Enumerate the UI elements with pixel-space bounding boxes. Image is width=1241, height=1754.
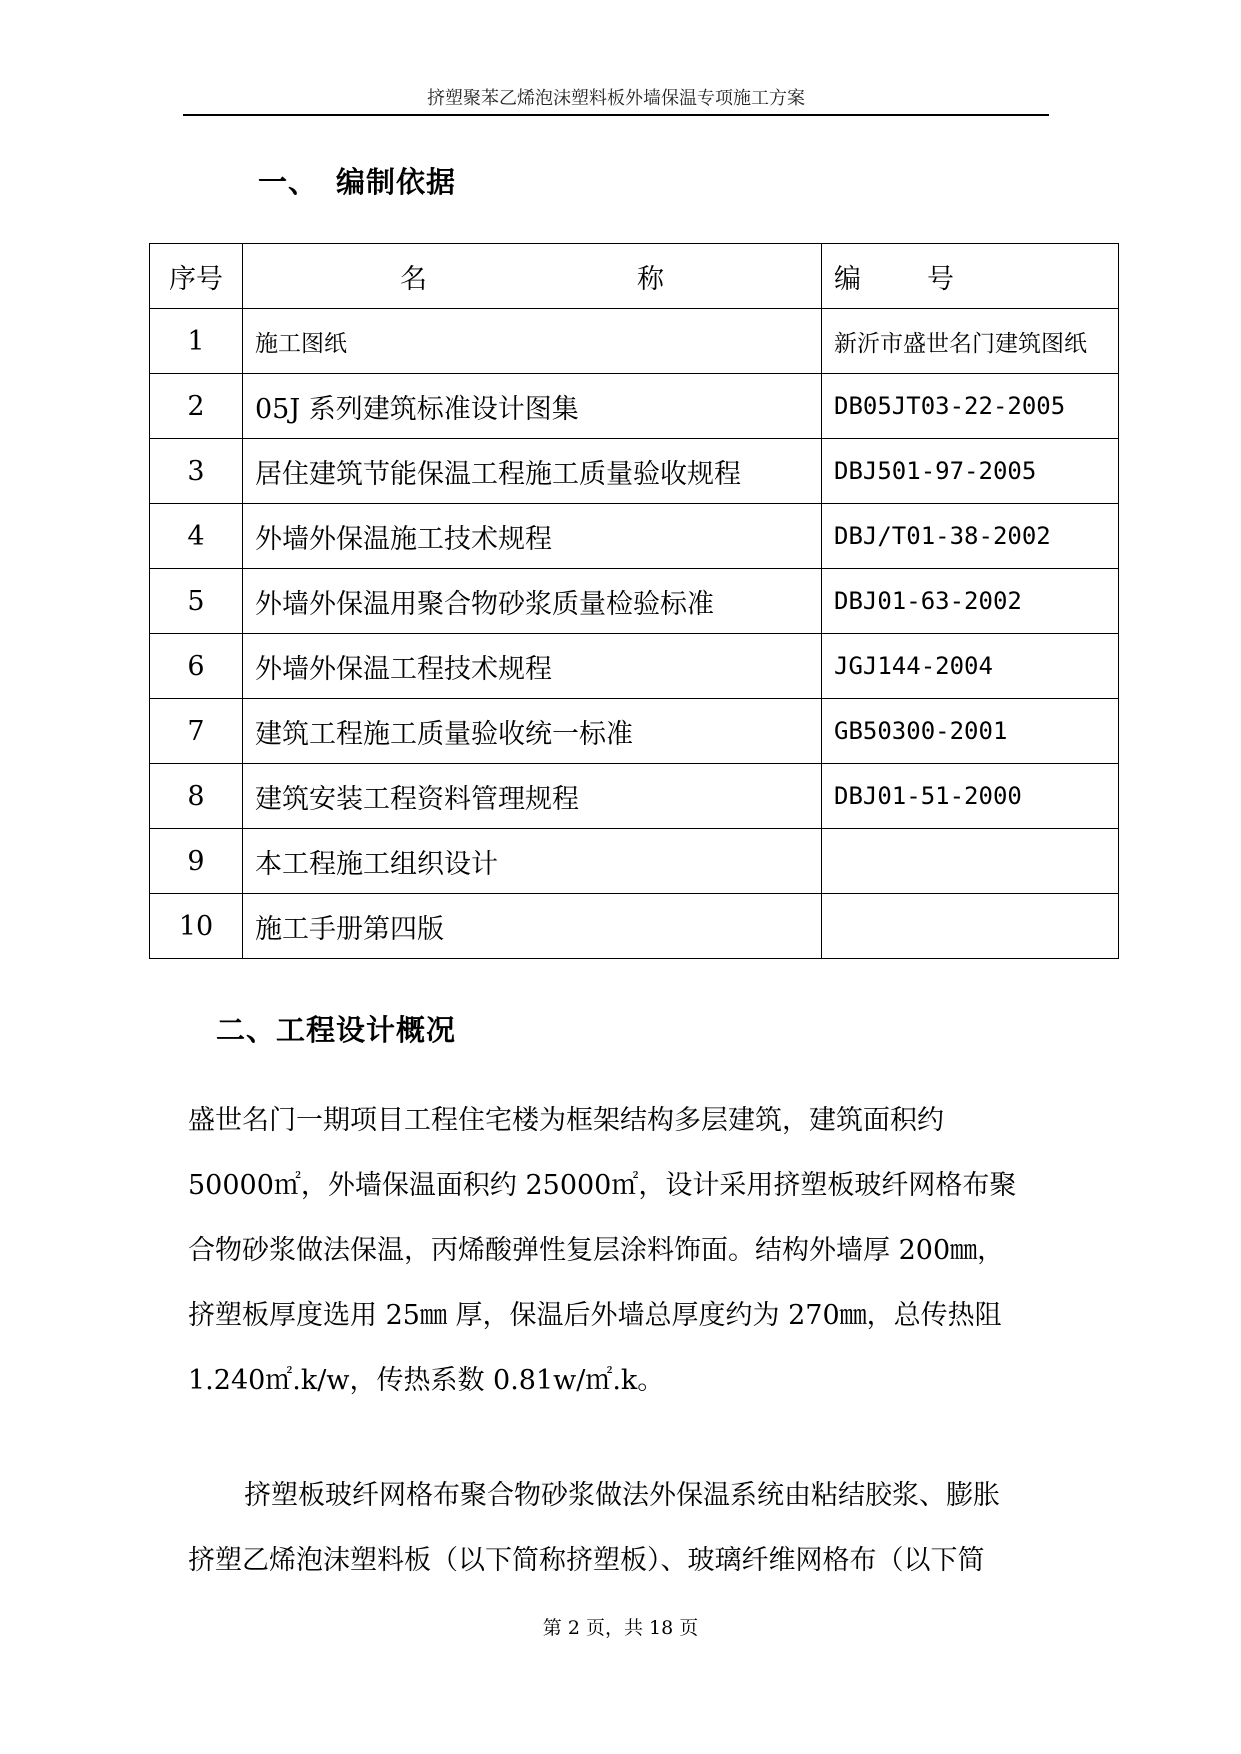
row-name: 建筑工程施工质量验收统一标准 (243, 699, 822, 764)
paragraph-overview (188, 1088, 1048, 1413)
row-index: 8 (150, 764, 243, 829)
row-index: 5 (150, 569, 243, 634)
header-index: 序号 (150, 244, 243, 309)
paragraph-line: 1.240㎡.k/w，传热系数 0.81w/㎡.k。 (188, 1365, 665, 1396)
row-name: 外墙外保温用聚合物砂浆质量检验标准 (243, 569, 822, 634)
row-name: 本工程施工组织设计 (243, 829, 822, 894)
table-row (150, 439, 1119, 504)
row-index: 6 (150, 634, 243, 699)
row-index: 4 (150, 504, 243, 569)
paragraph-line: 盛世名门一期项目工程住宅楼为框架结构多层建筑，建筑面积约 (188, 1105, 944, 1136)
table-row (150, 894, 1119, 959)
row-index: 7 (150, 699, 243, 764)
table-row (150, 569, 1119, 634)
table-row (150, 764, 1119, 829)
paragraph-line: 合物砂浆做法保温，丙烯酸弹性复层涂料饰面。结构外墙厚 200㎜， (188, 1235, 1005, 1266)
page-header (183, 84, 1049, 116)
reference-table (149, 243, 1119, 959)
row-name: 建筑安装工程资料管理规程 (243, 764, 822, 829)
row-index: 3 (150, 439, 243, 504)
section-heading-1 (258, 160, 456, 201)
paragraph-line: 50000㎡，外墙保温面积约 25000㎡，设计采用挤塑板玻纤网格布聚 (188, 1170, 1017, 1201)
section-title: 编制依据 (336, 165, 457, 199)
header-code-char2: 号 (927, 263, 954, 295)
header-code-char1: 编 (834, 263, 861, 295)
paragraph-system (188, 1463, 1048, 1593)
row-code: DBJ01-63-2002 (822, 569, 1119, 634)
section-number: 一、 (258, 165, 319, 199)
header-code (822, 244, 1119, 309)
table-row (150, 374, 1119, 439)
paragraph-line: 挤塑乙烯泡沫塑料板（以下简称挤塑板）、玻璃纤维网格布（以下简 (188, 1545, 985, 1576)
table-row (150, 829, 1119, 894)
table-row (150, 634, 1119, 699)
paragraph-line: 挤塑板厚度选用 25㎜ 厚，保温后外墙总厚度约为 270㎜，总传热阻 (188, 1300, 1002, 1331)
table-row (150, 504, 1119, 569)
row-code: DBJ501-97-2005 (822, 439, 1119, 504)
row-index: 10 (150, 894, 243, 959)
row-index: 2 (150, 374, 243, 439)
row-index: 9 (150, 829, 243, 894)
row-name: 施工手册第四版 (243, 894, 822, 959)
row-code (822, 894, 1119, 959)
header-name-char2: 称 (637, 263, 664, 295)
paragraph-line: 挤塑板玻纤网格布聚合物砂浆做法外保温系统由粘结胶浆、膨胀 (244, 1480, 1000, 1511)
row-code (822, 829, 1119, 894)
table-row (150, 699, 1119, 764)
row-name: 外墙外保温施工技术规程 (243, 504, 822, 569)
header-name-char1: 名 (400, 263, 427, 295)
table-row (150, 309, 1119, 374)
row-index: 1 (150, 309, 243, 374)
table-header-row (150, 244, 1119, 309)
header-name (243, 244, 822, 309)
row-code: 新沂市盛世名门建筑图纸 (822, 309, 1119, 374)
page-footer: 第 2 页，共 18 页 (542, 1617, 699, 1639)
header-title: 挤塑聚苯乙烯泡沫塑料板外墙保温专项施工方案 (427, 88, 805, 109)
row-code: DB05JT03-22-2005 (822, 374, 1119, 439)
section-heading-2: 二、工程设计概况 (216, 1013, 457, 1047)
row-code: GB50300-2001 (822, 699, 1119, 764)
row-code: JGJ144-2004 (822, 634, 1119, 699)
row-name: 外墙外保温工程技术规程 (243, 634, 822, 699)
row-name: 施工图纸 (243, 309, 822, 374)
row-name: 05J 系列建筑标准设计图集 (243, 374, 822, 439)
row-name: 居住建筑节能保温工程施工质量验收规程 (243, 439, 822, 504)
row-code: DBJ/T01-38-2002 (822, 504, 1119, 569)
row-code: DBJ01-51-2000 (822, 764, 1119, 829)
